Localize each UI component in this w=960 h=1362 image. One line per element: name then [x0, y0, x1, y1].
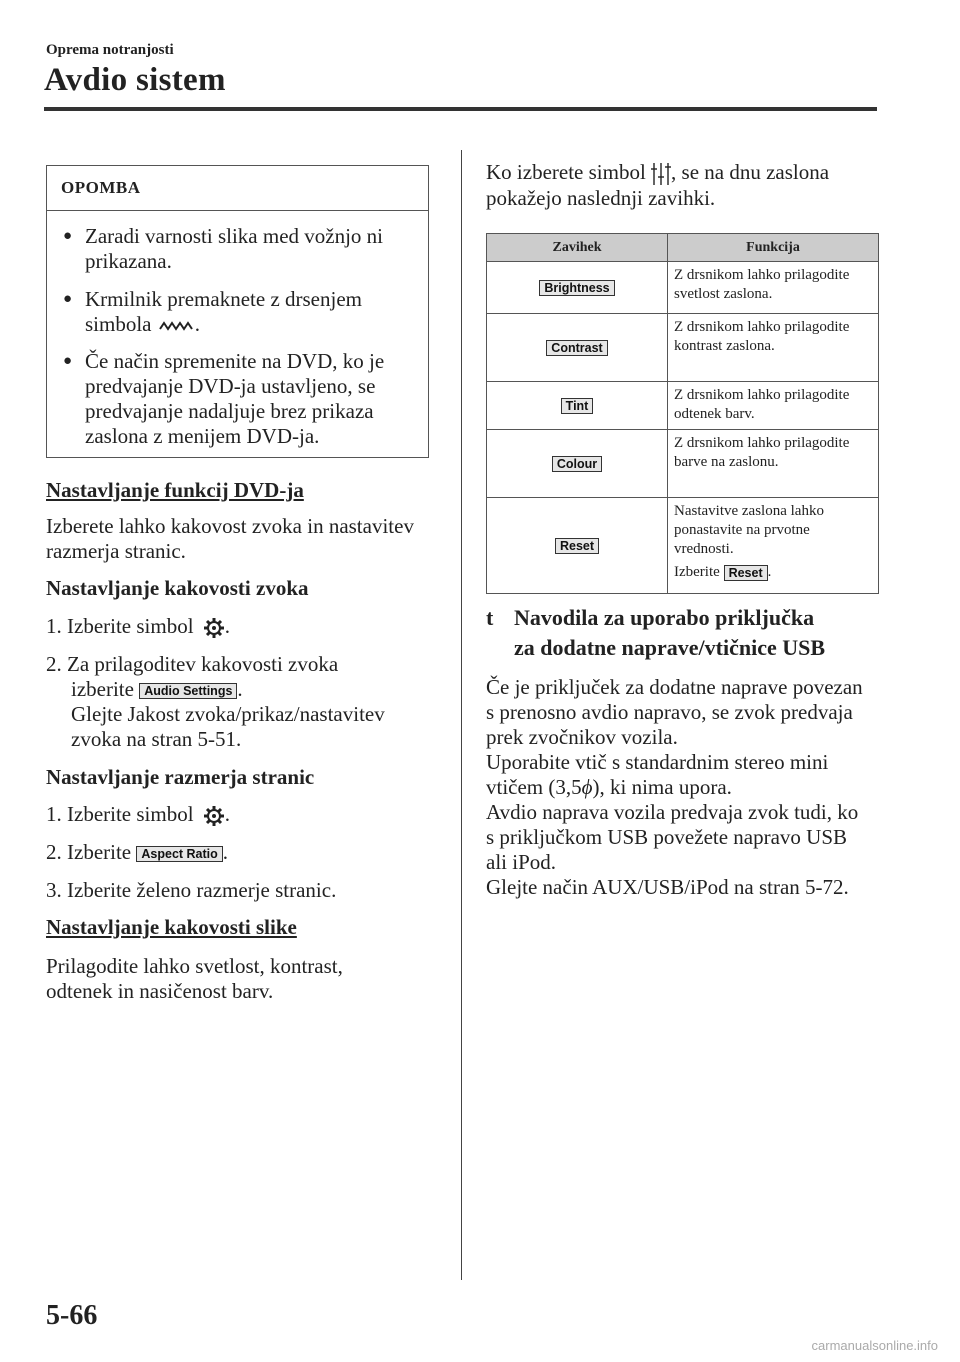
- reset-tab: Reset: [555, 538, 599, 554]
- note-item-dvd: ● Če način spremenite na DVD, ko je predvajanje DVD-ja ustavljeno, se predvajanje nadaljuje brez prikaza zaslona z menijem DVD-ja.: [63, 349, 385, 448]
- table-cell: Z drsnikom lahko prilagodite kontrast zaslona.: [668, 314, 879, 382]
- table-row: [487, 430, 879, 498]
- reset-button: Reset: [724, 565, 768, 581]
- page-number: 5-66: [46, 1300, 98, 1331]
- title-rule: [44, 107, 877, 111]
- sound-step-2: 2. Za prilagoditev kakovosti zvoka izberite Audio Settings . Glejte Jakost zvoka/prikaz/nastavitev zvoka na stran 5-51.: [46, 652, 385, 751]
- heading-image-quality: Nastavljanje kakovosti slike: [46, 915, 297, 939]
- aspect-step-1: 1. Izberite simbol .: [46, 802, 231, 826]
- audio-settings-button: Audio Settings: [139, 683, 237, 699]
- colour-tab: Colour: [552, 456, 602, 472]
- image-quality-text: Prilagodite lahko svetlost, kontrast, odtenek in nasičenost barv.: [46, 954, 343, 1003]
- note-box: [46, 165, 429, 458]
- tabs-intro: Ko izberete simbol , se na dnu zaslona pokažejo naslednji zavihki.: [486, 160, 830, 211]
- settings-gear-icon: [203, 617, 225, 639]
- page-title: Avdio sistem: [44, 62, 226, 98]
- drag-dots-icon: [159, 320, 193, 332]
- aspect-step-3: 3. Izberite želeno razmerje stranic.: [46, 878, 337, 902]
- brightness-tab: Brightness: [539, 280, 614, 296]
- heading-dvd-functions: Nastavljanje funkcij DVD-ja: [46, 478, 304, 502]
- contrast-tab: Contrast: [546, 340, 607, 356]
- table-row: [487, 382, 879, 430]
- diameter-symbol-icon: ϕ: [581, 775, 593, 799]
- table-cell: Z drsnikom lahko prilagodite barve na zaslonu.: [668, 430, 879, 498]
- settings-gear-icon: [203, 805, 225, 827]
- table-header-row: [487, 234, 879, 262]
- note-item-safety: ● Zaradi varnosti slika med vožnjo ni prikazana.: [63, 224, 384, 273]
- note-heading: OPOMBA: [47, 166, 428, 211]
- table-row: [487, 314, 879, 382]
- aspect-step-2: 2. Izberite Aspect Ratio .: [46, 840, 229, 864]
- dvd-intro-text: Izberete lahko kakovost zvoka in nastavitev razmerja stranic.: [46, 514, 414, 563]
- note-item-controller: ● Krmilnik premaknete z drsenjem simbola .: [63, 287, 362, 336]
- heading-aspect-ratio: Nastavljanje razmerja stranic: [46, 765, 315, 789]
- header-function: Funkcija: [668, 234, 879, 262]
- slider-icon: [651, 162, 671, 186]
- tint-tab: Tint: [561, 398, 594, 414]
- header-tab: Zavihek: [487, 234, 668, 262]
- bullet-icon: ●: [63, 353, 73, 369]
- usb-subheading: t Navodila za uporabo priključka za dodatne naprave/vtičnice USB: [486, 605, 826, 660]
- column-divider: [461, 150, 462, 1280]
- aspect-ratio-button: Aspect Ratio: [136, 846, 222, 862]
- heading-sound-quality: Nastavljanje kakovosti zvoka: [46, 576, 309, 600]
- table-cell: Z drsnikom lahko prilagodite odtenek barv.: [668, 382, 879, 430]
- table-row: [487, 262, 879, 314]
- bullet-icon: ●: [63, 228, 73, 244]
- sound-step-1: 1. Izberite simbol .: [46, 614, 231, 638]
- bullet-icon: ●: [63, 291, 73, 307]
- table-cell: Z drsnikom lahko prilagodite svetlost zaslona.: [668, 262, 879, 314]
- table-row: [487, 498, 879, 594]
- usb-body: Če je priključek za dodatne naprave povezan s prenosno avdio napravo, se zvok predvaja prek zvočnikov vozila. Uporabite vtič s standardnim stereo mini vtičem (3,5ϕ), ki nima upora. Avdio naprava vozila predvaja zvok tudi, ko s priključkom USB povežete napravo USB ali iPod. Glejte način AUX/USB/iPod na stran 5-72.: [486, 675, 863, 899]
- section-marker-icon: t: [486, 605, 494, 630]
- table-cell: Nastavitve zaslona lahko ponastavite na prvotne vrednosti. Izberite Reset .: [668, 498, 879, 594]
- watermark: carmanualsonline.info: [811, 1338, 938, 1353]
- tabs-table: [486, 233, 879, 594]
- section-label: Oprema notranjosti: [46, 42, 174, 58]
